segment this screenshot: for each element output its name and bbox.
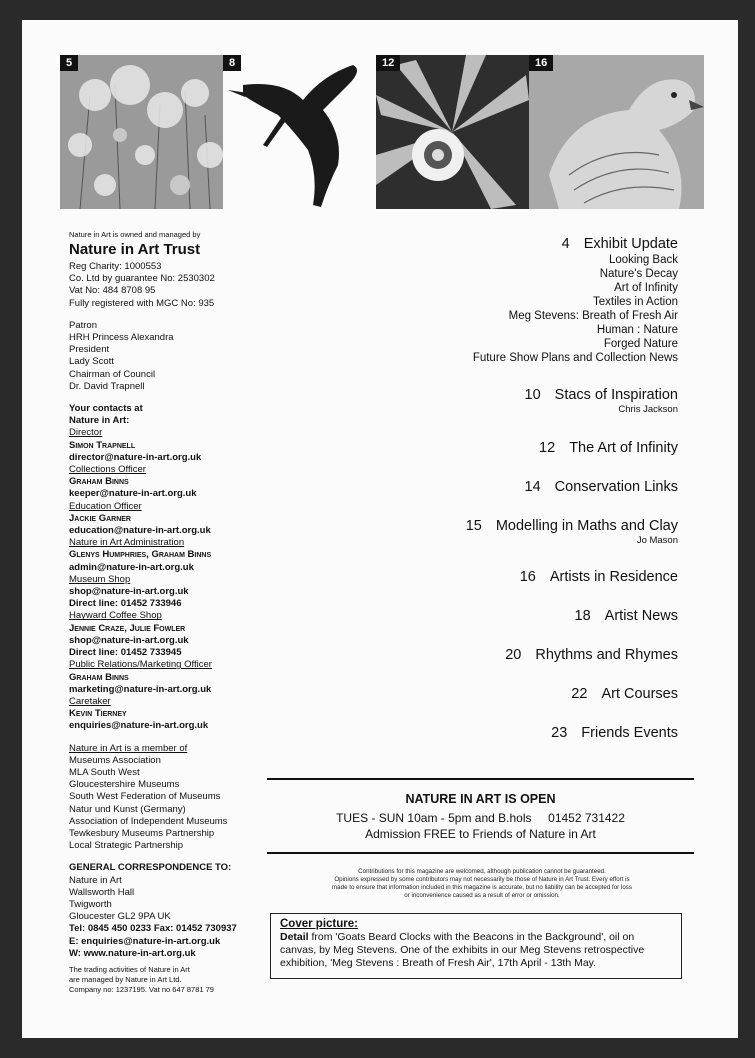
phone-fax: Tel: 0845 450 0233 Fax: 01452 730937 [69,923,237,935]
contacts-heading: Nature in Art: [69,415,130,427]
thumbnail-strip [60,55,704,209]
registration-line: Fully registered with MGC No: 935 [69,297,215,309]
contact-email-link[interactable]: shop@nature-in-art.org.uk [69,634,189,646]
toc-title: Exhibit Update [583,236,678,252]
toc-entry[interactable] [258,724,678,742]
membership-item: Gloucestershire Museums [69,779,180,791]
trading-footnote: are managed by Nature in Art Ltd. [69,974,182,984]
toc-sub-item: Art of Infinity [614,282,678,294]
toc-title: Artists in Residence [549,569,678,585]
toc-entry[interactable] [258,235,678,365]
toc-entry[interactable] [258,685,678,703]
toc-sub-item: Human : Nature [596,324,678,336]
membership-item: Tewkesbury Museums Partnership [69,827,215,839]
contact-email-link[interactable]: enquiries@nature-in-art.org.uk [69,720,209,732]
officer-line: HRH Princess Alexandra [69,332,174,344]
disclaimer-line: Contributions for this magazine are welcomed, although publication cannot be guaranteed. [358,868,606,875]
contact-role: Director [69,427,103,439]
registration-line: Reg Charity: 1000553 [69,261,162,272]
toc-sub-item: Meg Stevens: Breath of Fresh Air [508,310,678,322]
toc-page-number: 16 [519,569,536,585]
disclaimer-line: Opinions expressed by some contributors may not necessarily be those of Nature in Art Trust. Every effort is [334,876,630,883]
registration-line: Co. Ltd by guarantee No: 2530302 [69,273,215,285]
cover-heading: Cover picture: [280,918,358,930]
contact-email-link[interactable]: director@nature-in-art.org.uk [69,451,202,463]
contact-name: Graham Binns [69,671,129,683]
toc-title: Stacs of Inspiration [554,387,678,403]
contact-email-link[interactable]: marketing@nature-in-art.org.uk [69,683,212,695]
membership-item: Natur und Kunst (Germany) [69,803,186,815]
opening-phone: 01452 731422 [548,811,625,825]
toc-title: Modelling in Maths and Clay [495,518,678,534]
toc-sub-item: Forged Nature [603,338,678,350]
toc-entry[interactable] [258,568,678,586]
plants-image [60,55,223,209]
contact-name: Graham Binns [69,476,129,488]
website-link[interactable]: W: www.nature-in-art.org.uk [69,947,196,959]
officer-line: Chairman of Council [69,368,156,380]
toc-page-number: 23 [551,725,568,741]
toc-page-number: 12 [539,440,556,456]
cover-picture-box [270,913,682,979]
toc-title: Art Courses [601,686,678,702]
cover-detail-label: Detail [280,931,309,943]
contact-email-link[interactable]: shop@nature-in-art.org.uk [69,586,189,598]
toc-page-number: 10 [524,387,541,403]
membership-item: Museums Association [69,754,161,766]
thumbnail-number: 12 [376,55,400,71]
spiral-flower-image [376,55,529,209]
sidebar-info [69,230,269,995]
divider [267,778,694,780]
toc-sub-item: Future Show Plans and Collection News [472,352,678,364]
opening-info [267,792,694,842]
contact-role: Collections Officer [69,464,146,476]
disclaimer [287,868,677,900]
toc-entry[interactable] [258,607,678,625]
toc-author: Jo Mason [636,535,678,546]
table-of-contents [258,235,678,742]
contact-role: Education Officer [69,500,142,512]
contact-email-link[interactable]: admin@nature-in-art.org.uk [69,561,194,573]
contact-phone: Direct line: 01452 733946 [69,598,182,610]
admission-note: Admission FREE to Friends of Nature in Art [365,827,596,841]
beetle-image [223,55,376,209]
contact-name: Jackie Garner [69,512,131,524]
officer-line: Dr. David Trapnell [69,380,145,392]
toc-page-number: 18 [574,608,591,624]
thumbnail-number: 5 [60,55,78,71]
thumbnail-beetle[interactable] [223,55,376,209]
toc-entry[interactable] [258,478,678,496]
toc-title: Artist News [604,608,678,624]
membership-heading: Nature in Art is a member of [69,742,188,754]
opening-title: NATURE IN ART IS OPEN [405,792,556,806]
disclaimer-line: made to ensure that information included in this magazine is accurate, but no liability can be accepted for loss [332,884,632,891]
trust-name: Nature in Art Trust [69,241,201,258]
thumbnail-number: 16 [529,55,553,71]
membership-item: Local Strategic Partnership [69,840,184,852]
address-line: Gloucester GL2 9PA UK [69,911,171,923]
duck-image [529,55,704,209]
address-line: Nature in Art [69,874,122,886]
address-line: Twigworth [69,898,112,910]
toc-page-number: 14 [524,479,541,495]
contact-email-link[interactable]: keeper@nature-in-art.org.uk [69,488,197,500]
opening-hours: TUES - SUN 10am - 5pm and B.hols [336,811,532,825]
toc-page-number: 15 [465,518,482,534]
membership-item: MLA South West [69,766,140,778]
toc-title: The Art of Infinity [569,440,678,456]
disclaimer-line: or inconvenience caused as a result of error or omission. [404,892,560,899]
toc-sub-item: Looking Back [608,254,678,266]
contact-name: Kevin Tierney [69,708,127,720]
magazine-page [22,20,738,1038]
thumbnail-number: 8 [223,55,241,71]
toc-title: Conservation Links [554,479,678,495]
toc-title: Friends Events [581,725,678,741]
contact-role: Caretaker [69,695,111,707]
contact-name: Glenys Humphries, Graham Binns [69,549,212,561]
toc-page-number: 20 [505,647,522,663]
officer-line: Lady Scott [69,356,114,368]
registration-line: Vat No: 484 8708 95 [69,285,156,297]
contact-role: Nature in Art Administration [69,537,185,549]
toc-title: Rhythms and Rhymes [535,647,678,663]
correspondence-heading: GENERAL CORRESPONDENCE TO: [69,862,232,874]
toc-sub-item: Textiles in Action [592,296,678,308]
contact-role: Public Relations/Marketing Officer [69,659,212,671]
officer-line: President [69,344,110,356]
owner-intro: Nature in Art is owned and managed by [69,230,201,239]
contact-role: Museum Shop [69,573,131,585]
membership-item: South West Federation of Museums [69,791,221,803]
cover-caption: from 'Goats Beard Clocks with the Beacons in the Background', oil on canvas, by Meg Stevens. One of the exhibits in our Meg Stevens retrospective exhibition, 'Meg Stevens : Breath of Fresh Air', 17th April - 13th May. [280,931,645,969]
contact-name: Jennie Craze, Julie Fowler [69,622,186,634]
toc-author: Chris Jackson [618,404,678,415]
trading-footnote: The trading activities of Nature in Art [69,964,190,974]
contact-email-link[interactable]: education@nature-in-art.org.uk [69,525,211,537]
address-line: Wallsworth Hall [69,886,135,898]
toc-page-number: 22 [571,686,588,702]
contacts-heading: Your contacts at [69,403,143,415]
thumbnail-plants[interactable] [60,55,223,209]
officer-line: Patron [69,319,97,331]
membership-item: Association of Independent Museums [69,815,228,827]
thumbnail-duck[interactable] [529,55,704,209]
toc-entry[interactable] [258,517,678,547]
toc-sub-item: Nature's Decay [599,268,678,280]
toc-entry[interactable] [258,439,678,457]
toc-entry[interactable] [258,646,678,664]
contact-name: Simon Trapnell [69,439,136,451]
contact-phone: Direct line: 01452 733945 [69,647,182,659]
thumbnail-spiral-flower[interactable] [376,55,529,209]
trading-footnote: Company no: 1237195. Vat no 647 8781 79 [69,984,214,994]
divider [267,852,694,854]
toc-entry[interactable] [258,386,678,416]
email-link[interactable]: E: enquiries@nature-in-art.org.uk [69,935,221,947]
contact-role: Hayward Coffee Shop [69,610,162,622]
toc-page-number: 4 [561,236,570,252]
